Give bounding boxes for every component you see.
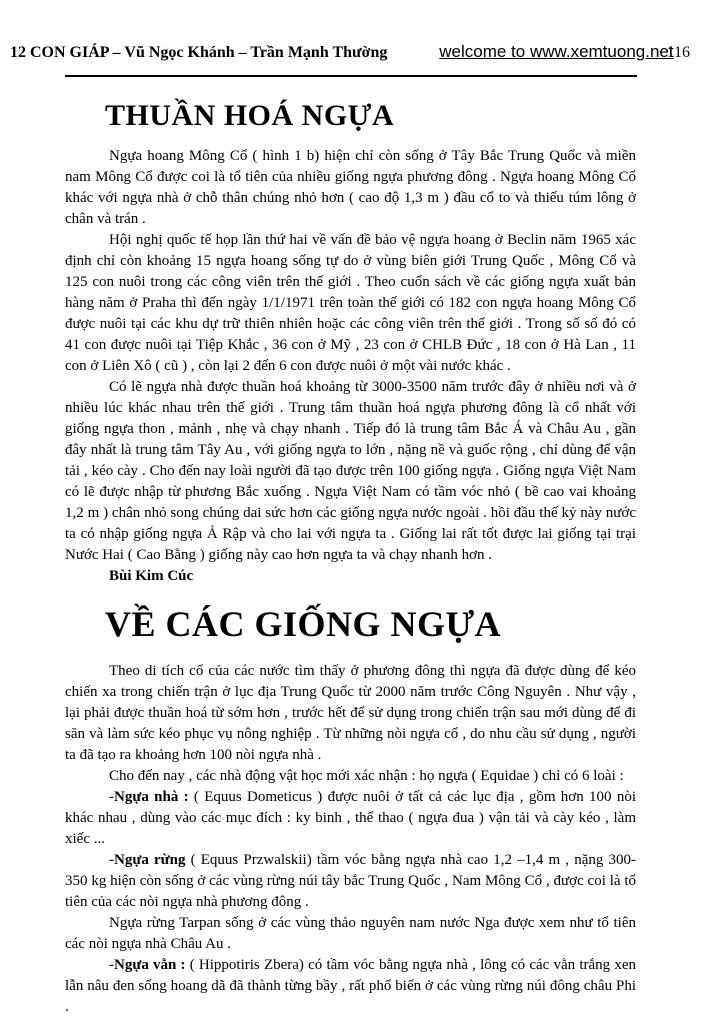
author-name: Bùi Kim Cúc	[109, 568, 194, 584]
page-header	[0, 0, 702, 62]
section1-paragraph-1: Ngựa hoang Mông Cổ ( hình 1 b) hiện chỉ còn sống ở Tây Bắc Trung Quốc và miền nam Mông Cổ được coi là tổ tiên của nhiều giống ngựa phương đông . Ngựa hoang Mông Cổ khác với ngựa nhà ở chỗ thân chúng nhỏ hơn ( cao độ 1,3 m ) đầu cổ to và thiếu túm lông ở chân và trán .	[65, 148, 636, 227]
header-divider	[65, 75, 637, 77]
page-number: 116	[666, 44, 690, 61]
section1-paragraph-3: Có lẽ ngựa nhà được thuần hoá khoảng từ 3000-3500 năm trước đây ở nhiều nơi và ở nhiều lúc khác nhau trên thế giới . Trung tâm thuần hoá ngựa phương đông là cổ nhất với giống ngựa thon , mảnh , nhẹ và chạy nhanh . Tiếp đó là trung tâm Bắc Á và Châu Au , gần đây nhất là trung tâm Tây Au , với giống ngựa to lớn , nặng nề và guốc rộng , chỉ dùng để vận tải , kéo cày . Cho đến nay loài người đã tạo được trên 100 giống ngựa . Giống ngựa Việt Nam có lẽ được nhập từ phương Bắc xuống . Ngựa Việt Nam có tầm vóc nhỏ ( bề cao vai khoảng 1,2 m ) chân nhỏ song chúng dai sức hơn các giống ngựa nước ngoài . hồi đầu thế kỷ này nước ta có nhập giống ngựa Ả Rập và cho lai với ngựa ta . Giống lai rất tốt được lai giống tại trại Nước Hai ( Cao Bằng ) giống này cao hơn ngựa ta và chạy nhanh hơn .	[65, 379, 636, 563]
header-right	[439, 42, 690, 62]
species-item-zebra	[65, 955, 636, 1018]
species-text-wild-horse: ( Equus Przwalskii) tầm vóc bằng ngựa nhà cao 1,2 –1,4 m , nặng 300-350 kg hiện còn sống ở các vùng rừng núi tây bắc Trung Quốc , Nam Mông Cổ , được coi là tổ tiên của các nòi ngựa nhà phương đông .	[65, 852, 636, 910]
species-text-zebra: ( Hippotiris Zbera) có tầm vóc bằng ngựa nhà , lông có các vằn trắng xen lẫn nâu đen sống hoang dã đã thành từng bầy , rất phổ biến ở các vùng rừng núi đông châu Phi .	[65, 957, 636, 1015]
section2-title: VỀ CÁC GIỐNG NGỰA	[105, 604, 502, 644]
page-content	[0, 99, 702, 1018]
header-book-title: 12 CON GIÁP – Vũ Ngọc Khánh – Trần Mạnh Thường	[10, 44, 388, 61]
species-text-domestic-horse: ( Equus Dometicus ) được nuôi ở tất cả các lục địa , gồm hơn 100 nòi khác nhau , dùng vào các mục đích : ky binh , thể thao ( ngựa đua ) vận tải và cày kéo , làm xiếc ...	[65, 789, 636, 847]
species-item-wild-horse	[65, 850, 636, 913]
species-item-domestic-horse	[65, 787, 636, 850]
section2-paragraph-tarpan: Ngựa rừng Tarpan sống ở các vùng thảo nguyên nam nước Nga được xem như tổ tiên các nòi ngựa nhà Châu Au .	[65, 915, 636, 952]
species-lead-domestic-horse: -Ngựa nhà :	[109, 789, 194, 805]
species-lead-zebra: -Ngựa vằn :	[109, 957, 190, 973]
section1-paragraph-2: Hội nghị quốc tế họp lần thứ hai về vấn đề bảo vệ ngựa hoang ở Beclin năm 1965 xác định chỉ còn khoảng 15 ngựa hoang sống tự do ở vùng biên giới Trung Quốc , Mông Cổ và 125 con nuôi trong các công viên trên thế giới . Theo cuốn sách về các giống ngựa xuất bản hàng năm ở Praha thì đến ngày 1/1/1971 trên toàn thế giới có 182 con ngựa hoang Mông Cổ được nuôi tại các khu dự trữ thiên nhiên hoặc các công viên trên thế giới . Trong số số đó có 41 con được nuôi tại Tiệp Khắc , 36 con ở Mỹ , 23 con ở CHLB Đức , 18 con ở Hà Lan , 11 con ở Liên Xô ( cũ ) , còn lại 2 đến 6 con được nuôi ở một vài nước khác .	[65, 232, 636, 374]
species-lead-wild-horse: -Ngựa rừng	[109, 852, 191, 868]
website-link[interactable]: welcome to www.xemtuong.net	[439, 42, 674, 61]
section2-paragraph-1: Theo di tích cổ của các nước tìm thấy ở phương đông thì ngựa đã được dùng để kéo chiến xa trong chiến trận ở lục địa Trung Quốc từ 2000 năm trước Công Nguyên . Như vậy , lại phải được thuần hoá từ sớm hơn , trước hết để sử dụng trong chiến trận sau mới dùng để đi săn và làm sức kéo phục vụ nông nghiệp . Từ những nòi ngựa cổ , do nhu cầu sử dụng , người ta đã tạo ra khoảng hơn 100 nòi ngựa nhà .	[65, 663, 636, 763]
section2-paragraph-2: Cho đến nay , các nhà động vật học mới xác nhận : họ ngựa ( Equidae ) chỉ có 6 loài :	[109, 768, 624, 784]
section1-title: THUẦN HOÁ NGỰA	[105, 99, 395, 132]
